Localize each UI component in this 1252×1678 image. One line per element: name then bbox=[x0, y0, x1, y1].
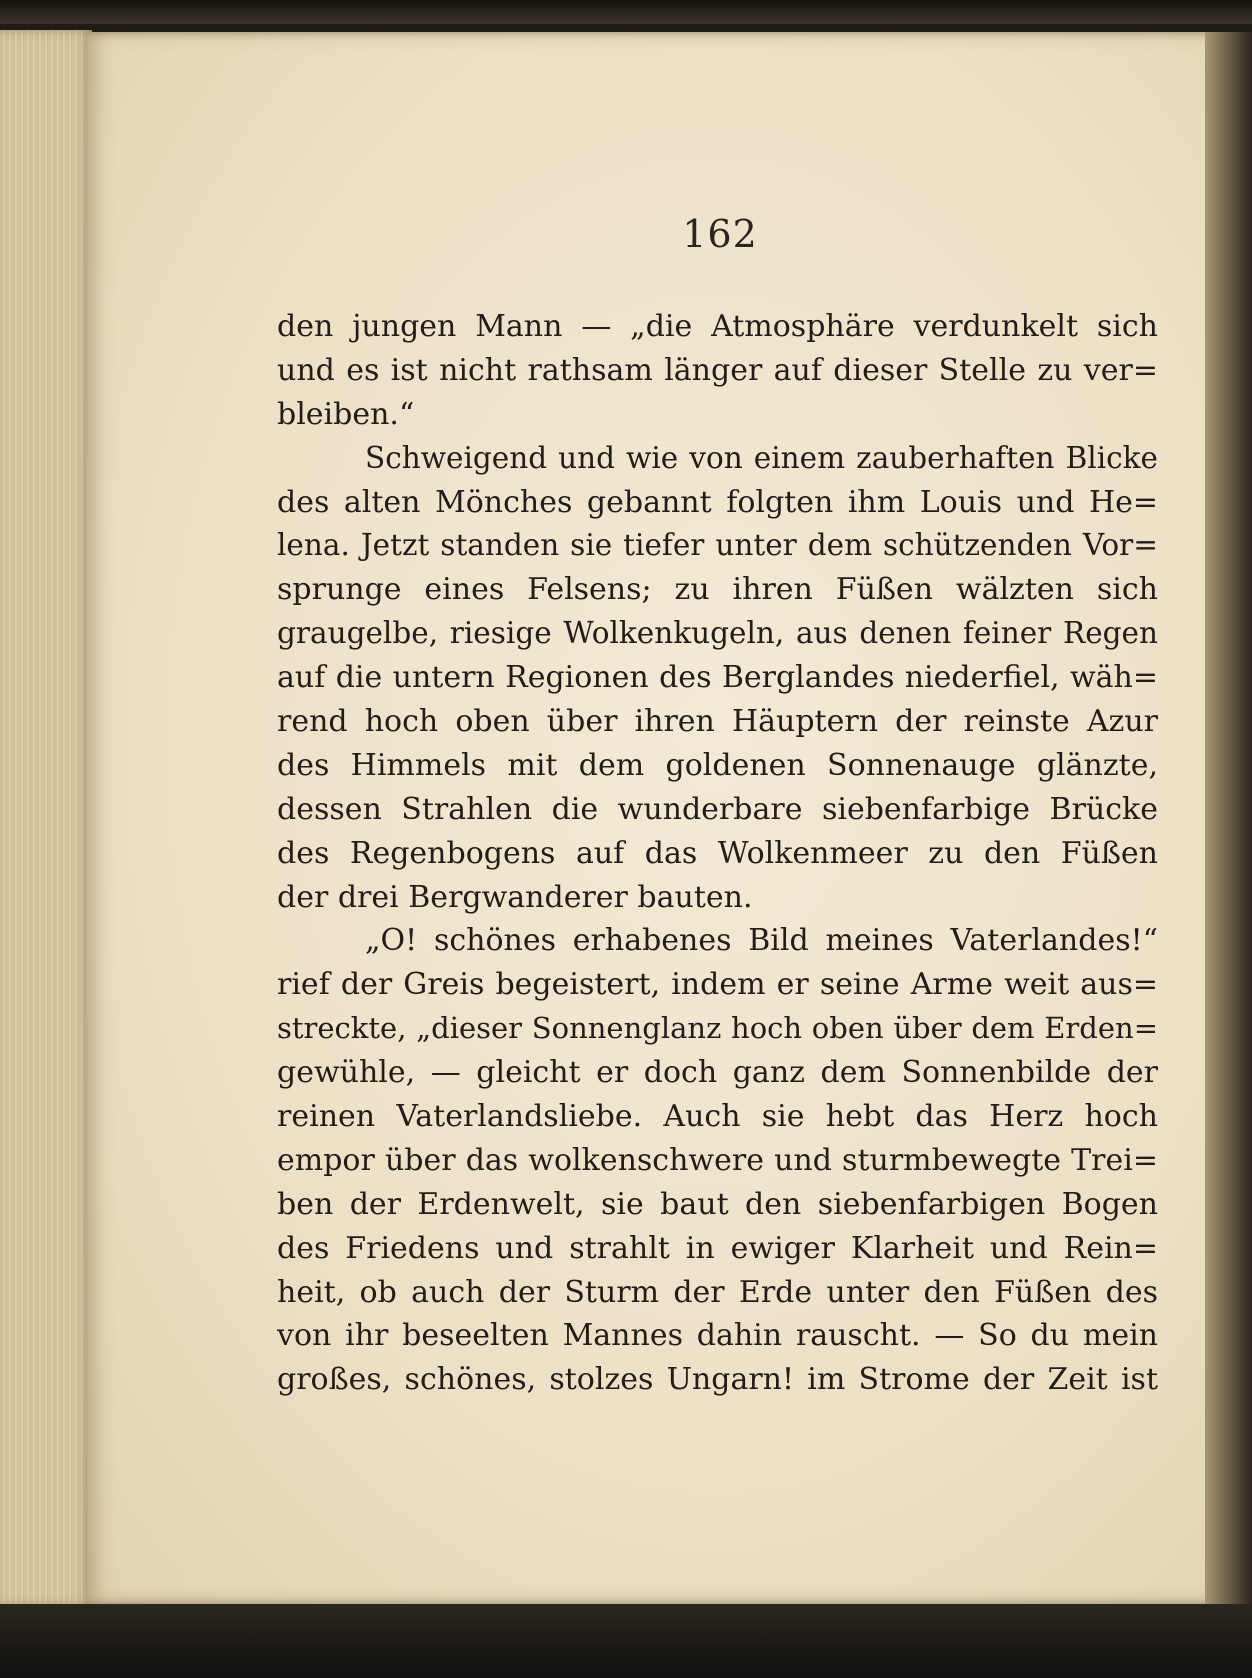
text-line: streckte, „dieser Sonnenglanz hoch oben über dem Erden= bbox=[277, 1011, 1158, 1046]
book-top-edge bbox=[0, 0, 1252, 24]
text-line: und es ist nicht rathsam länger auf dieser Stelle zu ver= bbox=[277, 352, 1158, 388]
text-line: des alten Mönches gebannt folgten ihm Louis und He= bbox=[277, 484, 1158, 520]
page-stack-edge bbox=[0, 30, 92, 1605]
text-line: gewühle, — gleicht er doch ganz dem Sonnenbilde der bbox=[277, 1055, 1158, 1091]
text-line: rend hoch oben über ihren Häuptern der reinste Azur bbox=[277, 704, 1158, 740]
body-text bbox=[277, 305, 1158, 1402]
text-line: heit, ob auch der Sturm der Erde unter den Füßen des bbox=[277, 1274, 1158, 1310]
text-line: lena. Jetzt standen sie tiefer unter dem schützenden Vor= bbox=[277, 528, 1158, 563]
text-line: ben der Erdenwelt, sie baut den siebenfarbigen Bogen bbox=[277, 1186, 1158, 1222]
text-line: empor über das wolkenschwere und sturmbewegte Trei= bbox=[277, 1142, 1158, 1178]
text-line: des Himmels mit dem goldenen Sonnenauge glänzte, bbox=[277, 747, 1158, 783]
text-line: des Friedens und strahlt in ewiger Klarheit und Rein= bbox=[277, 1230, 1158, 1266]
text-line: der drei Bergwanderer bauten. bbox=[277, 879, 753, 915]
text-line: graugelbe, riesige Wolkenkugeln, aus denen feiner Regen bbox=[277, 616, 1158, 651]
page-number: 162 bbox=[682, 212, 758, 256]
text-line: reinen Vaterlandsliebe. Auch sie hebt das Herz hoch bbox=[277, 1099, 1158, 1135]
text-line: des Regenbogens auf das Wolkenmeer zu den Füßen bbox=[277, 835, 1158, 871]
text-line: „O! schönes erhabenes Bild meines Vaterlandes!“ bbox=[365, 923, 1158, 959]
book-bottom-edge bbox=[0, 1604, 1252, 1678]
text-line: von ihr beseelten Mannes dahin rauscht. — So du mein bbox=[277, 1318, 1158, 1354]
gutter-shadow bbox=[1205, 32, 1252, 1604]
text-line: dessen Strahlen die wunderbare siebenfarbige Brücke bbox=[277, 791, 1158, 827]
text-line: rief der Greis begeistert, indem er seine Arme weit aus= bbox=[277, 967, 1158, 1003]
text-line: den jungen Mann — „die Atmosphäre verdunkelt sich bbox=[277, 309, 1158, 344]
text-line: bleiben.“ bbox=[277, 396, 415, 432]
text-line: auf die untern Regionen des Berglandes niederfiel, wäh= bbox=[277, 660, 1158, 696]
text-line: sprunge eines Felsens; zu ihren Füßen wälzten sich bbox=[277, 572, 1158, 608]
text-line: großes, schönes, stolzes Ungarn! im Strome der Zeit ist bbox=[277, 1362, 1158, 1398]
text-line: Schweigend und wie von einem zauberhaften Blicke bbox=[365, 440, 1158, 475]
